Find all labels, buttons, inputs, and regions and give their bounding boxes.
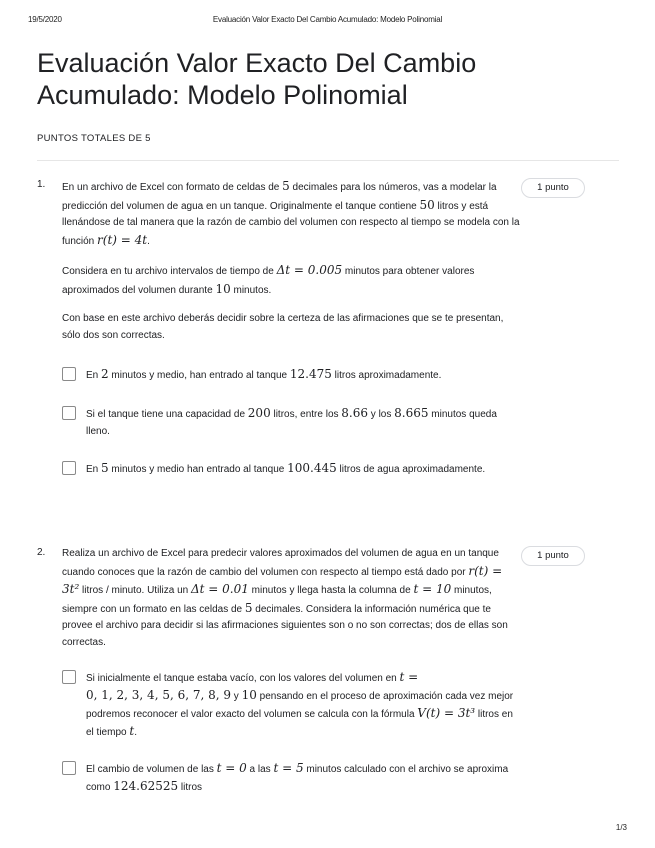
text-run: litros de agua aproximadamente. xyxy=(336,464,486,475)
text-run: minutos y medio han entrado al tanque xyxy=(108,464,288,475)
total-points: PUNTOS TOTALES DE 5 xyxy=(37,133,151,144)
text-run: decimales. Considera la información numérica que te provee el archivo para decidir si las afirmaciones siguientes son o no son correctas; dos de ellas son correctas. xyxy=(62,603,508,648)
question-text xyxy=(62,546,522,663)
math-run: 100.445 xyxy=(287,461,337,475)
math-run: 5 xyxy=(244,600,253,615)
option-label xyxy=(86,760,516,796)
text-run: litros / minuto. Utiliza un xyxy=(79,585,191,596)
question-paragraph: Con base en este archivo deberás decidir sobre la certeza de las afirmaciones que se te presentan, sólo dos son correctas. xyxy=(62,313,504,341)
text-run: . xyxy=(134,727,137,738)
checkbox[interactable] xyxy=(62,761,76,775)
math-run: Δt = 0.01 xyxy=(191,582,249,596)
text-run: . xyxy=(147,235,150,247)
math-run: t xyxy=(129,724,135,738)
form-title-line2: Acumulado: Modelo Polinomial xyxy=(37,80,408,110)
text-run: minutos para obtener valores aproximados del volumen durante xyxy=(62,266,475,296)
print-doc-title: Evaluación Valor Exacto Del Cambio Acumulado: Modelo Polinomial xyxy=(212,15,443,24)
text-run: litros aproximadamente. xyxy=(331,370,442,381)
math-run: 8.66 xyxy=(341,406,369,420)
points-badge: 1 punto xyxy=(521,178,585,198)
math-run: Δt = 0.005 xyxy=(276,263,343,277)
math-run: 10 xyxy=(241,688,257,702)
text-run: y los xyxy=(368,409,395,420)
question-paragraph xyxy=(62,262,522,299)
text-run: Considera en tu archivo intervalos de tiempo de xyxy=(62,266,277,277)
text-run: a las xyxy=(246,764,274,775)
text-run: litros, entre los xyxy=(270,409,342,420)
text-run: El cambio de volumen de las xyxy=(86,764,217,775)
question-paragraph xyxy=(62,546,522,651)
text-run: minutos, siempre con un formato en las celdas de xyxy=(62,585,492,615)
math-run: 5 xyxy=(282,179,290,193)
text-run: Si el tanque tiene una capacidad de xyxy=(86,409,248,420)
option-label xyxy=(86,366,516,384)
math-run: t = 0 xyxy=(216,761,247,775)
text-run: minutos. xyxy=(230,284,272,296)
text-run: En xyxy=(86,464,102,475)
question-paragraph xyxy=(62,178,522,250)
text-run: Si inicialmente el tanque estaba vacío, con los valores del volumen en xyxy=(86,673,400,684)
checkbox[interactable] xyxy=(62,461,76,475)
print-date: 19/5/2020 xyxy=(28,15,62,24)
option-label xyxy=(86,405,516,440)
math-run: t = xyxy=(399,670,419,684)
text-run: decimales para los números, vas a modelar la predicción del volumen de agua en un tanque. Originalmente el tanque contiene xyxy=(62,182,497,212)
text-run: minutos calculado con el archivo se aproxima como xyxy=(86,764,509,793)
math-run: 10 xyxy=(215,281,231,296)
checkbox[interactable] xyxy=(62,406,76,420)
text-run: minutos y llega hasta la columna de xyxy=(248,585,414,596)
text-run: pensando en el proceso de aproximación cada vez mejor podremos reconocer el valor exacto del volumen se calcula con la fórmula xyxy=(86,691,514,720)
math-run: t = 5 xyxy=(273,761,304,775)
math-run: 12.475 xyxy=(289,367,332,381)
text-run: litros y está llenándose de tal manera que la razón de cambio del volumen con respecto al tiempo se modela con la función xyxy=(62,200,520,247)
text-run: Realiza un archivo de Excel para predecir valores aproximados del volumen de agua en un tanque cuando conoces que la razón de cambio del volumen con respecto al tiempo está dado por xyxy=(62,548,499,578)
math-run: r(t) = 4t xyxy=(97,232,148,247)
page-number: 1/3 xyxy=(615,823,627,832)
math-run: r(t) = 3t² xyxy=(62,563,503,596)
points-badge: 1 punto xyxy=(521,546,585,566)
text-run: litros en el tiempo xyxy=(86,709,513,738)
form-title xyxy=(37,47,597,111)
text-run: minutos queda lleno. xyxy=(86,409,497,437)
text-run: y xyxy=(231,691,242,702)
math-run: V(t) = 3t³ xyxy=(417,706,476,720)
math-run: 2 xyxy=(101,367,109,381)
text-run: minutos y medio, han entrado al tanque xyxy=(108,370,290,381)
option-label xyxy=(86,669,516,741)
option-label xyxy=(86,460,516,478)
text-run: En un archivo de Excel con formato de celdas de xyxy=(62,182,283,193)
section-divider xyxy=(37,160,619,161)
checkbox[interactable] xyxy=(62,670,76,684)
math-run: 200 xyxy=(247,406,271,420)
math-run: 50 xyxy=(419,197,435,212)
question-text xyxy=(62,178,522,356)
question-number: 2. xyxy=(37,547,46,558)
math-run: t = 10 xyxy=(413,582,452,596)
math-run: 8.665 xyxy=(394,406,429,420)
text-run: litros xyxy=(178,782,203,793)
text-run: En xyxy=(86,370,102,381)
math-run: 0, 1, 2, 3, 4, 5, 6, 7, 8, 9 xyxy=(86,688,232,702)
form-title-line1: Evaluación Valor Exacto Del Cambio xyxy=(37,48,477,78)
question-number: 1. xyxy=(37,179,46,190)
checkbox[interactable] xyxy=(62,367,76,381)
math-run: 5 xyxy=(101,461,109,475)
math-run: 124.62525 xyxy=(113,779,179,793)
